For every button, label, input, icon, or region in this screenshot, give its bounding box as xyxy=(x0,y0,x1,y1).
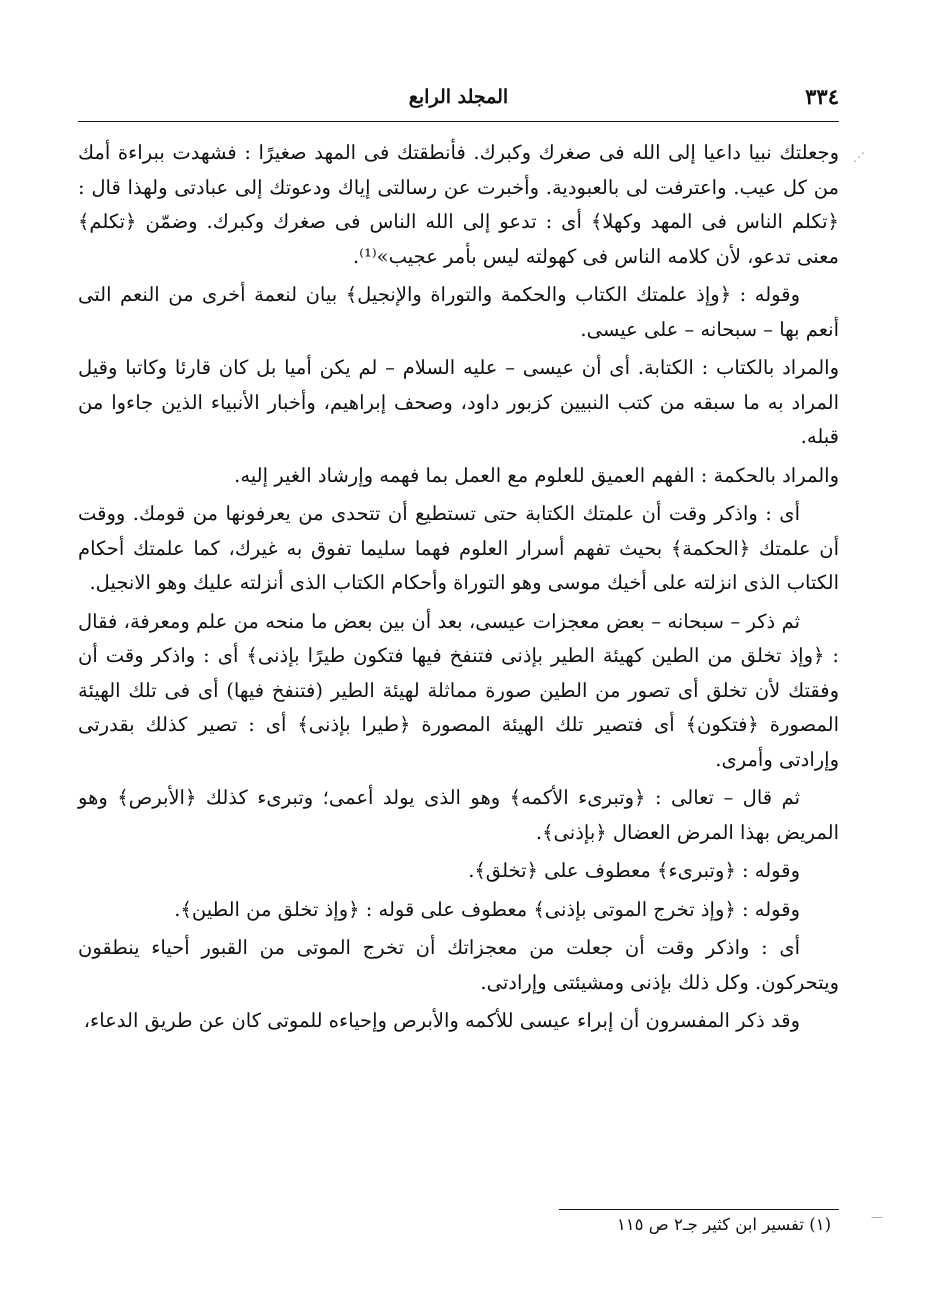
paragraph-10: أى : واذكر وقت أن جعلت من معجزاتك أن تخرج الموتى من القبور أحياء ينطقون ويتحركون. وكل ذلك بإذنى ومشيئتى وإرادتى. xyxy=(78,936,839,994)
paragraph-5: أى : واذكر وقت أن علمتك الكتابة حتى تستطيع أن تتحدى من يعرفونها من قومك. ووقت أن علمتك ﴿الحكمة﴾ بحيث تفهم أسرار العلوم فهما سليما تفوق به غيرك، كما علمتك أحكام الكتاب الذى انزلته على أخيك موسى وهو التوراة وأحكام الكتاب الذى أنزلته عليك وهو الانجيل. xyxy=(78,502,839,594)
body-text xyxy=(78,136,839,1043)
footnote-divider xyxy=(559,1209,839,1210)
volume-title: المجلد الرابع xyxy=(408,86,509,108)
footnote: (١) تفسير ابن كثير جـ٢ ص ١١٥ xyxy=(616,1215,831,1234)
page-number: ٣٣٤ xyxy=(805,84,839,109)
paragraph-11: وقد ذكر المفسرون أن إبراء عيسى للأكمه والأبرص وإحياءه للموتى كان عن طريق الدعاء، xyxy=(83,1009,800,1032)
scan-dash-mark: — xyxy=(871,1210,883,1224)
scan-speck-mark: ⋰ xyxy=(853,150,865,164)
paragraph-8: وقوله : ﴿وتبرىء﴾ معطوف على ﴿تخلق﴾. xyxy=(468,859,800,882)
header-divider xyxy=(78,121,839,122)
paragraph-7: ثم قال – تعالى : ﴿وتبرىء الأكمه﴾ وهو الذى يولد أعمى؛ وتبرىء كذلك ﴿الأبرص﴾ وهو المريض بهذا المرض العضال ﴿بإذنى﴾. xyxy=(78,786,839,844)
page-header xyxy=(78,84,839,118)
paragraph-9: وقوله : ﴿وإذ تخرج الموتى بإذنى﴾ معطوف على قوله : ﴿وإذ تخلق من الطين﴾. xyxy=(174,897,800,921)
paragraph-4: والمراد بالحكمة : الفهم العميق للعلوم مع العمل بما فهمه وإرشاد الغير إليه. xyxy=(234,463,839,487)
paragraph-3: والمراد بالكتاب : الكتابة. أى أن عيسى – عليه السلام – لم يكن أميا بل كان قارئا وكاتبا وقيل المراد به ما سبقه من كتب النبيين كزبور داود، وصحف إبراهيم، وأخبار الأنبياء الذين جاءوا من قبله. xyxy=(78,356,839,448)
paragraph-6: ثم ذكر – سبحانه – بعض معجزات عيسى، بعد أن بين بعض ما منحه من علم ومعرفة، فقال : ﴿وإذ تخلق من الطين كهيئة الطير بإذنى فتنفخ فيها فتكون طيرًا بإذنى﴾ أى : واذكر وقت أن وفقتك لأن تخلق أى تصور من الطين صورة مماثلة لهيئة الطير (فتنفخ فيها) أى فى تلك الهيئة المصورة ﴿فتكون﴾ أى فتصير تلك الهيئة المصورة ﴿طيرا بإذنى﴾ أى : تصير كذلك بقدرتى وإرادتى وأمرى. xyxy=(78,609,839,771)
paragraph-1: وجعلتك نبيا داعيا إلى الله فى صغرك وكبرك. فأنطقتك فى المهد صغيرًا : فشهدت ببراءة أمك من كل عيب. واعترفت لى بالعبودية. وأخبرت عن رسالتى إياك ودعوتك إلى عبادتى ولهذا قال : ﴿تكلم الناس فى المهد وكهلا﴾ أى : تدعو إلى الله الناس فى صغرك وكبرك. وضمّن ﴿تكلم﴾ معنى تدعو، لأن كلامه الناس فى كهولته ليس بأمر عجيب»⁽¹⁾. xyxy=(78,141,839,268)
paragraph-2: وقوله : ﴿وإذ علمتك الكتاب والحكمة والتوراة والإنجيل﴾ بيان لنعمة أخرى من النعم التى أنعم بها – سبحانه – على عيسى. xyxy=(78,283,839,341)
